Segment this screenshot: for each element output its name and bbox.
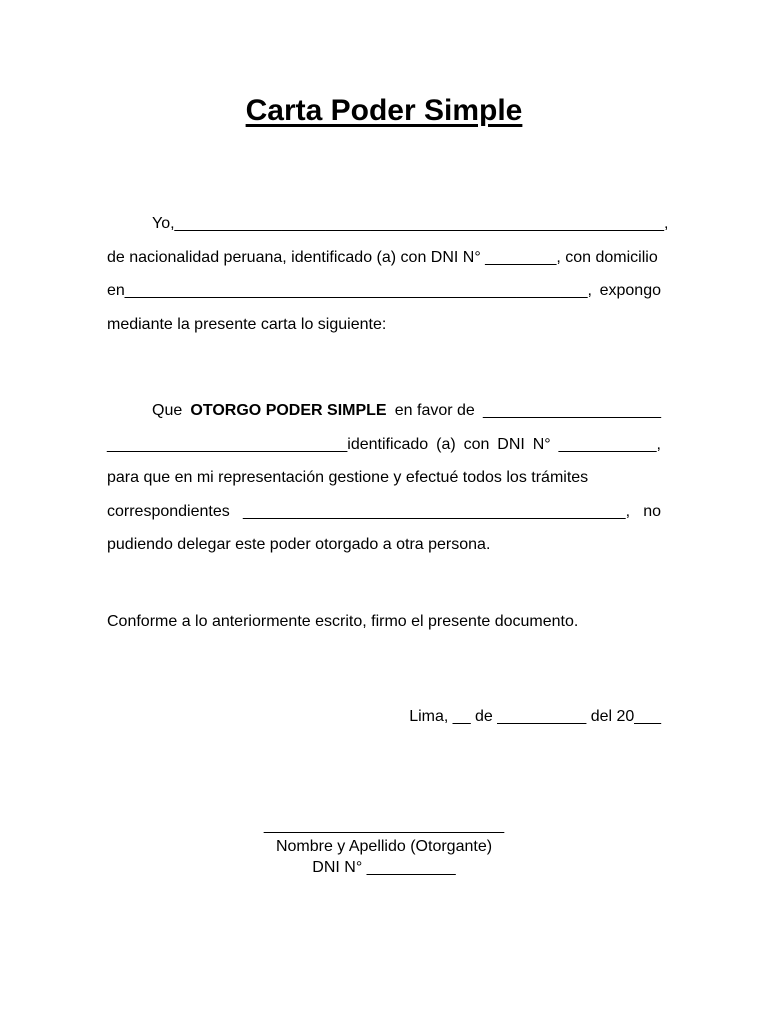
- text-segment: Que: [152, 402, 183, 419]
- text-segment: en____________________________________________________,: [107, 282, 592, 299]
- text-segment: N°: [532, 435, 551, 453]
- date-line: Lima, __ de __________ del 20___: [409, 708, 661, 725]
- paragraph-line: mediante la presente carta lo siguiente:: [107, 315, 387, 333]
- signatory-name: Nombre y Apellido (Otorgante): [275, 838, 493, 855]
- text-segment: en favor de: [394, 402, 475, 419]
- paragraph-line: [107, 428, 661, 462]
- signature-line: ___________________________: [263, 817, 505, 834]
- text-segment: (a): [436, 435, 456, 453]
- paragraph-declarant: [107, 207, 669, 341]
- paragraph-conformity: [107, 605, 661, 639]
- text-segment: ___________________________identificado: [107, 435, 429, 453]
- text-segment: no: [643, 502, 661, 520]
- paragraph-line: [107, 495, 661, 529]
- text-segment: correspondientes: [107, 502, 230, 520]
- document-title: Carta Poder Simple: [245, 94, 523, 127]
- paragraph-line: pudiendo delegar este poder otorgado a otra persona.: [107, 536, 491, 553]
- blank-field: _______________________________________________________,: [174, 215, 669, 232]
- paragraph-line: de nacionalidad peruana, identificado (a) con DNI N° ________, con domicilio: [107, 248, 658, 266]
- blank-field: ___________________________________________,: [242, 502, 631, 520]
- signatory-dni: DNI N° __________: [312, 859, 456, 876]
- text-segment: expongo: [599, 282, 661, 299]
- blank-field: ____________________: [483, 402, 661, 419]
- paragraph-line: para que en mi representación gestione y efectué todos los trámites: [107, 469, 589, 486]
- paragraph-line: [107, 207, 669, 241]
- paragraph-line: [107, 394, 661, 428]
- text-segment: Yo,: [152, 215, 175, 232]
- paragraph-grant: [107, 394, 661, 562]
- blank-field: ___________,: [558, 435, 661, 453]
- paragraph-line: Conforme a lo anteriormente escrito, firmo el presente documento.: [107, 613, 579, 630]
- signature-block: [0, 815, 768, 878]
- paragraph-line: [107, 274, 661, 308]
- text-segment: con: [463, 435, 490, 453]
- bold-text: OTORGO PODER SIMPLE: [190, 402, 387, 419]
- text-segment: DNI: [497, 435, 525, 453]
